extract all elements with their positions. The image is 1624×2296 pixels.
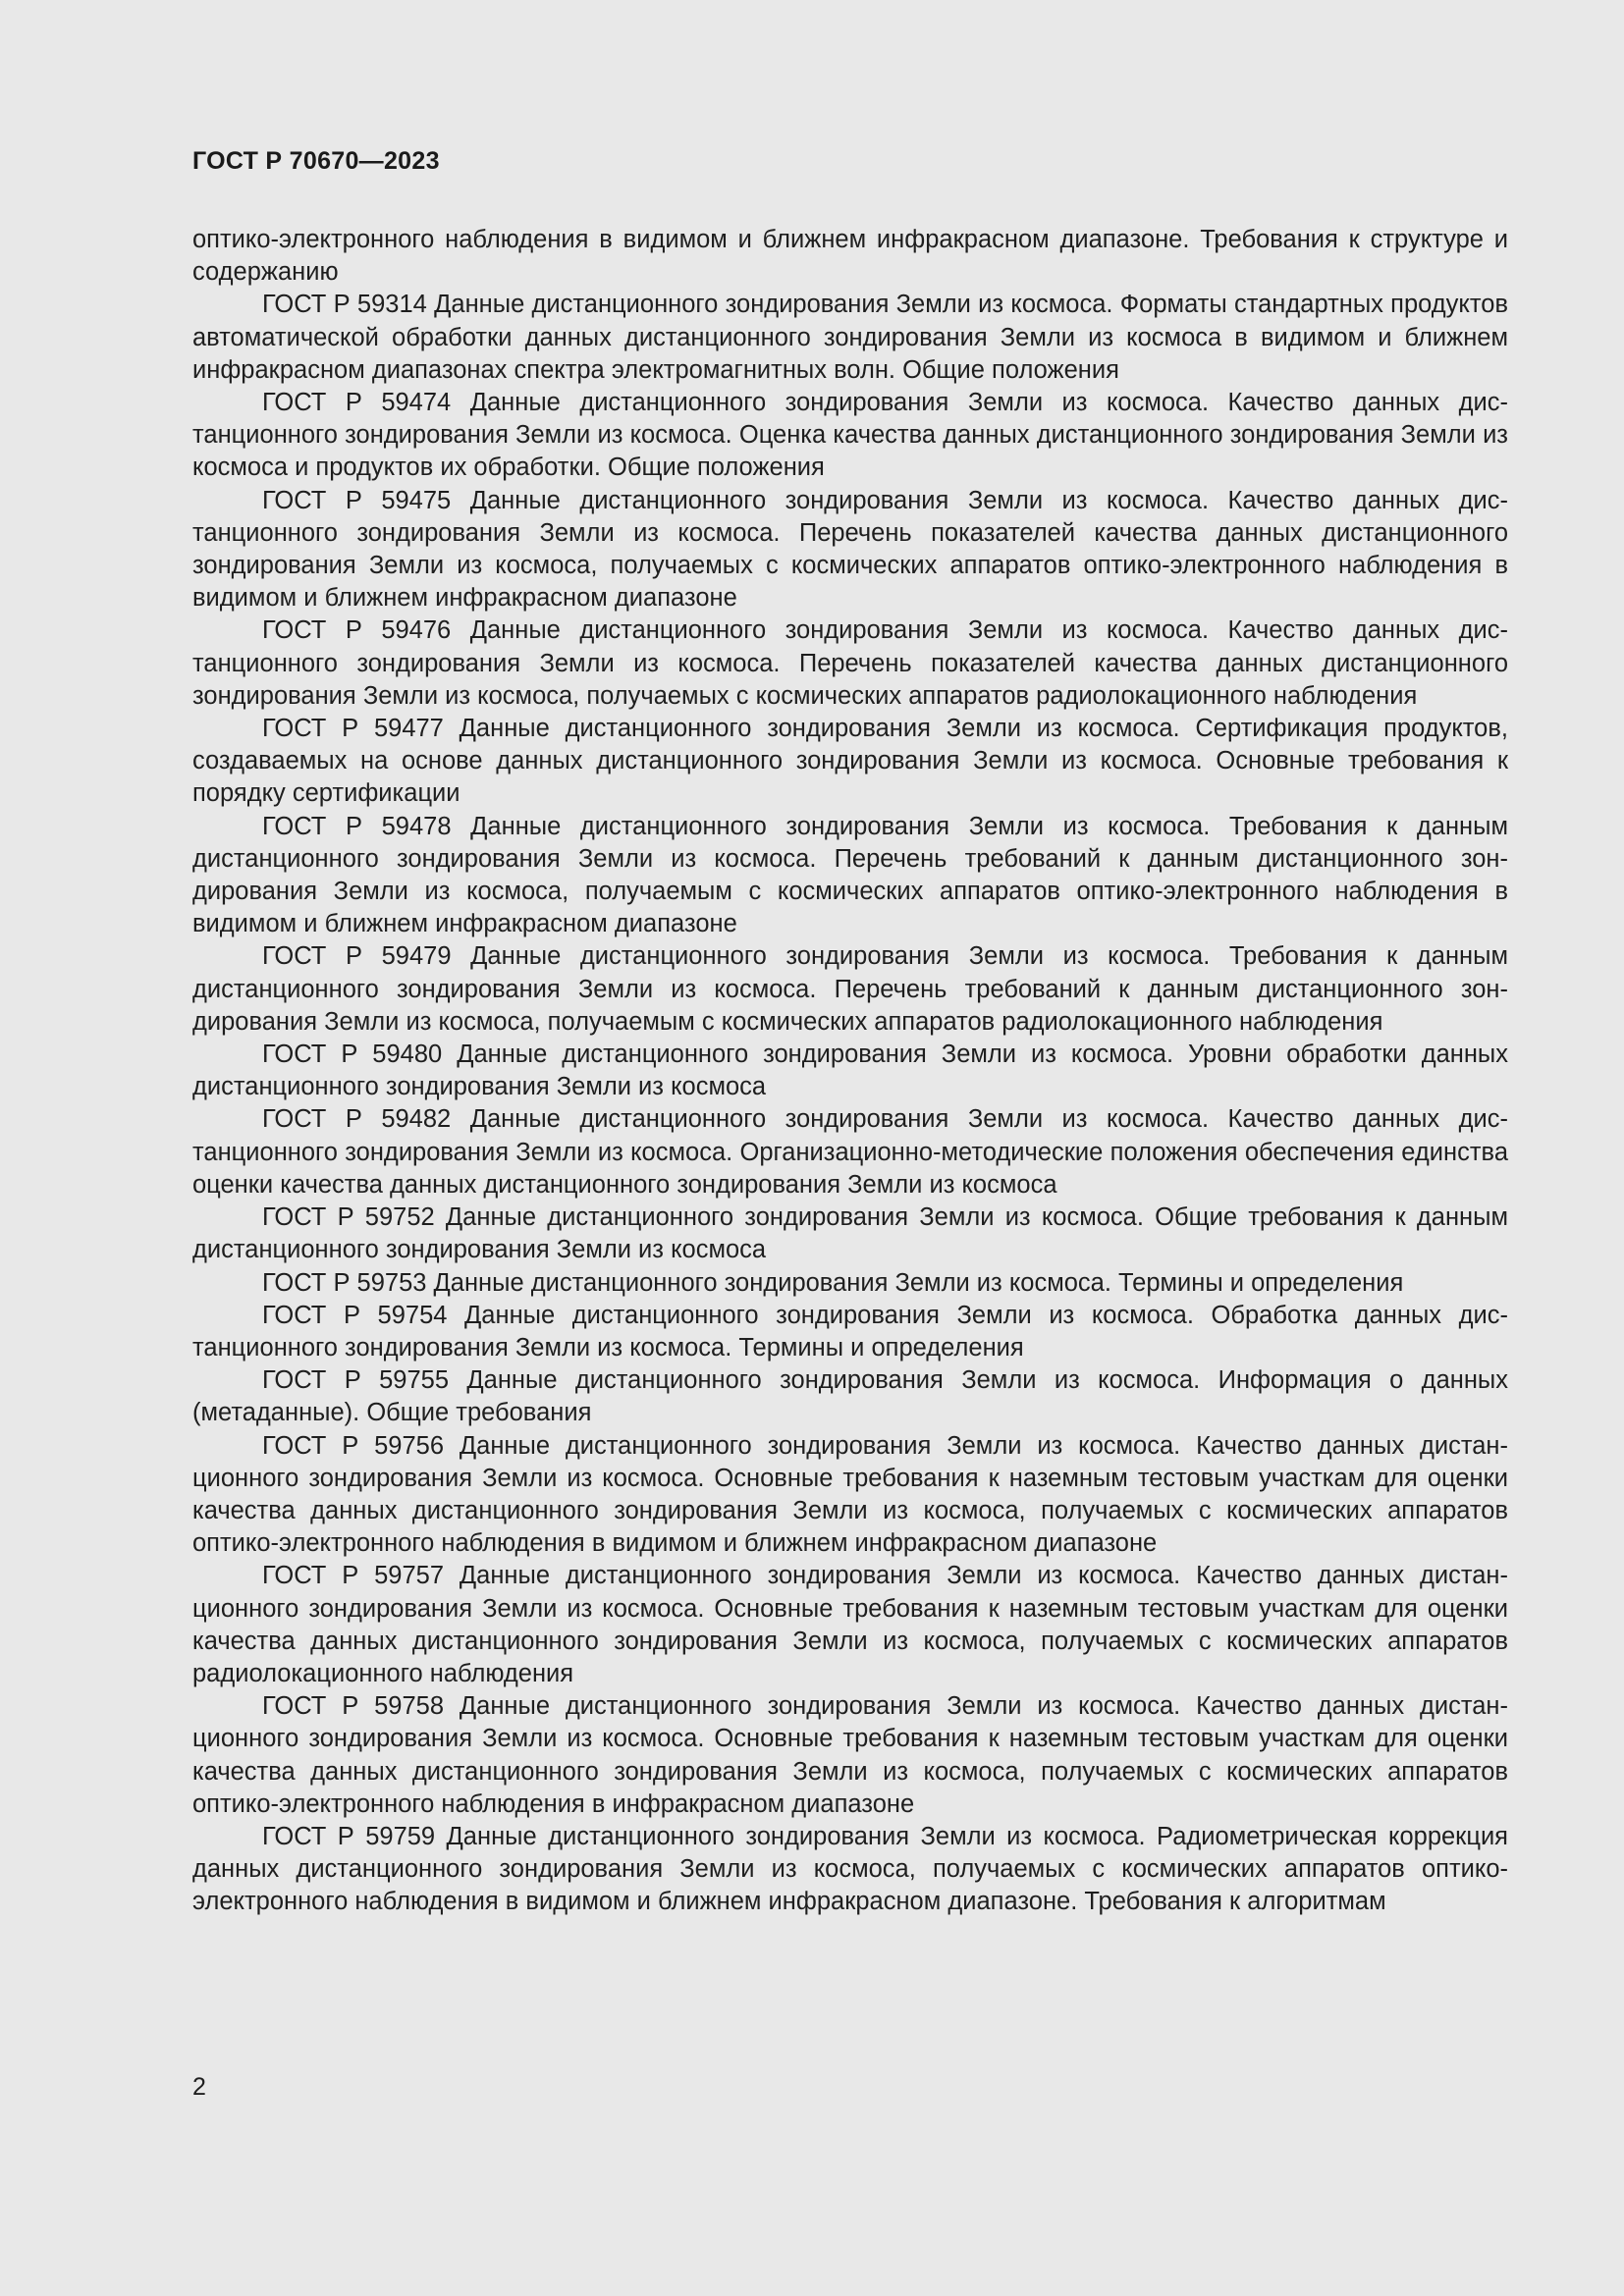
document-code-header: ГОСТ Р 70670—2023 — [192, 147, 440, 175]
reference-continuation: оптико-электронного наблюдения в видимом и ближнем инфракрасном диапазоне. Требования к структуре и содержанию — [192, 226, 1508, 287]
reference-item-59752: ГОСТ Р 59752 Данные дистанционного зондирования Земли из космоса. Общие требования к данным дистанционного зондирования Земли из космоса — [192, 1203, 1508, 1264]
reference-item-59479: ГОСТ Р 59479 Данные дистанционного зондирования Земли из космоса. Требования к данным дистанционного зондирования Земли из космоса. Перечень требований к данным дистанционного зондирования Земли из космоса, получаемым с космических аппаратов радиолокационного наблюдения — [192, 942, 1508, 1036]
reference-item-59756: ГОСТ Р 59756 Данные дистанционного зондирования Земли из космоса. Качество данных дистанционного зондирования Земли из космоса. Основные требования к наземным тестовым участкам для оценки качества данных дистанционного зондирования Земли из космоса, получаемых с космических аппаратов оптико-электронного наблюдения в видимом и ближнем инфракрасном диапазоне — [192, 1431, 1508, 1558]
reference-item-59480: ГОСТ Р 59480 Данные дистанционного зондирования Земли из космоса. Уровни обработки данных дистанционного зондирования Земли из космоса — [192, 1041, 1508, 1101]
page-number: 2 — [192, 2073, 206, 2101]
reference-item-59754: ГОСТ Р 59754 Данные дистанционного зондирования Земли из космоса. Обработка данных дистанционного зондирования Земли из космоса. Термины и определения — [192, 1301, 1508, 1362]
reference-item-59474: ГОСТ Р 59474 Данные дистанционного зондирования Земли из космоса. Качество данных дистанционного зондирования Земли из космоса. Оценка качества данных дистанционного зондирования Земли из космоса и продуктов их обработки. Общие положения — [192, 389, 1508, 482]
reference-item-59759: ГОСТ Р 59759 Данные дистанционного зондирования Земли из космоса. Радиометрическая коррекция данных дистанционного зондирования Земли из космоса, получаемых с космических аппаратов оптико-электронного наблюдения в видимом и ближнем инфракрасном диапазоне. Требования к алгоритмам — [192, 1822, 1508, 1916]
reference-item-59478: ГОСТ Р 59478 Данные дистанционного зондирования Земли из космоса. Требования к данным дистанционного зондирования Земли из космоса. Перечень требований к данным дистанционного зондирования Земли из космоса, получаемым с космических аппаратов оптико-электронного наблюдения в видимом и ближнем инфракрасном диапазоне — [192, 812, 1508, 938]
reference-item-59482: ГОСТ Р 59482 Данные дистанционного зондирования Земли из космоса. Качество данных дистанционного зондирования Земли из космоса. Организационно-методические положения обеспечения единства оценки качества данных дистанционного зондирования Земли из космоса — [192, 1105, 1508, 1199]
reference-item-59753: ГОСТ Р 59753 Данные дистанционного зондирования Земли из космоса. Термины и определения — [262, 1268, 1404, 1297]
reference-item-59757: ГОСТ Р 59757 Данные дистанционного зондирования Земли из космоса. Качество данных дистанционного зондирования Земли из космоса. Основные требования к наземным тестовым участкам для оценки качества данных дистанционного зондирования Земли из космоса, получаемых с космических аппаратов радиолокационного наблюдения — [192, 1562, 1508, 1687]
reference-item-59758: ГОСТ Р 59758 Данные дистанционного зондирования Земли из космоса. Качество данных дистанционного зондирования Земли из космоса. Основные требования к наземным тестовым участкам для оценки качества данных дистанционного зондирования Земли из космоса, получаемых с космических аппаратов оптико-электронного наблюдения в инфракрасном диапазоне — [192, 1692, 1508, 1818]
references-list — [192, 224, 1508, 1919]
reference-item-59477: ГОСТ Р 59477 Данные дистанционного зондирования Земли из космоса. Сертификация продуктов, создаваемых на основе данных дистанционного зондирования Земли из космоса. Основные требования к порядку сертификации — [192, 715, 1508, 808]
reference-item-59314: ГОСТ Р 59314 Данные дистанционного зондирования Земли из космоса. Форматы стандартных продуктов автоматической обработки данных дистанционного зондирования Земли из космоса в видимом и ближнем инфракрасном диапазонах спектра электромагнитных волн. Общие положения — [192, 291, 1508, 384]
reference-item-59476: ГОСТ Р 59476 Данные дистанционного зондирования Земли из космоса. Качество данных дистанционного зондирования Земли из космоса. Перечень показателей качества данных дистанционного зондирования Земли из космоса, получаемых с космических аппаратов радиолокационного наблюдения — [192, 616, 1508, 710]
reference-item-59475: ГОСТ Р 59475 Данные дистанционного зондирования Земли из космоса. Качество данных дистанционного зондирования Земли из космоса. Перечень показателей качества данных дистанционного зондирования Земли из космоса, получаемых с космических аппаратов оптико-электронного наблюдения в видимом и ближнем инфракрасном диапазоне — [192, 486, 1508, 613]
reference-item-59755: ГОСТ Р 59755 Данные дистанционного зондирования Земли из космоса. Информация о данных (метаданные). Общие требования — [192, 1366, 1508, 1427]
